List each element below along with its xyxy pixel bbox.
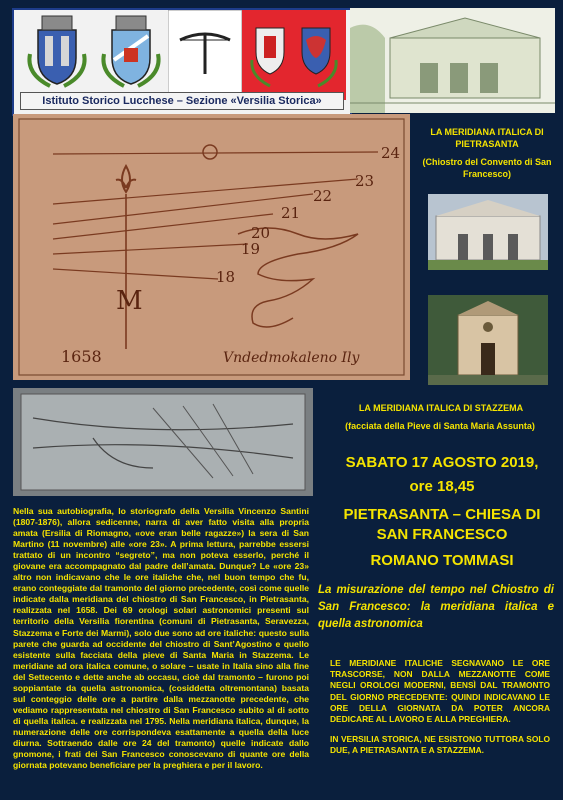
event-talk-title: La misurazione del tempo nel Chiostro di San Francesco: la meridiana italica e quella astronomica	[318, 584, 554, 630]
stazzema-sundial-image	[13, 388, 313, 496]
hour-label-22: 22	[313, 187, 333, 205]
crest-1-icon	[20, 14, 94, 90]
note-paragraph-1: LE MERIDIANE ITALICHE SEGNAVANO LE ORE TRASCORSE, NON DALLA MEZZANOTTE COME NEGLI OROLOGI MODERNI, BENSÌ DAL TRAMONTO DEL GIORNO PRECEDENTE: QUINDI INDICAVANO LE ORE DELLA GIORNATA DA POTER ANCORA DEDICARE AL LAVORO E ALLA PREGHIERA.	[330, 658, 550, 725]
hour-label-24: 24	[381, 144, 401, 162]
convent-sketch-image	[350, 8, 555, 113]
pietrasanta-title: LA MERIDIANA ITALICA DI PIETRASANTA	[430, 127, 544, 149]
hour-label-21: 21	[281, 204, 301, 222]
pietrasanta-caption: (Chiostro del Convento di San Francesco)	[422, 157, 552, 179]
red-banner-icon	[242, 10, 346, 100]
header-title: Istituto Storico Lucchese – Sezione «Versilia Storica»	[20, 92, 344, 110]
crest-2-icon	[94, 14, 168, 90]
event-speaker: ROMANO TOMMASI	[370, 552, 514, 569]
stazzema-caption: (facciata della Pieve di Santa Maria Assunta)	[345, 421, 535, 431]
stazzema-title: LA MERIDIANA ITALICA DI STAZZEMA	[358, 403, 524, 413]
note-paragraph-2: IN VERSILIA STORICA, NE ESISTONO TUTTORA SOLO DUE, A PIETRASANTA E A STAZZEMA.	[330, 734, 550, 756]
hour-label-23: 23	[355, 172, 375, 190]
event-time: ore 18,45	[409, 478, 475, 495]
body-paragraph: Nella sua autobiografia, lo storiografo della Versilia Vincenzo Santini (1807-1876), allora sedicenne, narra di aver fatto visita alla propria amata (Ersilia di Riomagno, «ove eran belle ragazze») la sera di San Martino (11 novembre) alle «ore 23». A prima lettura, parrebbe essersi trattato di un incontro “segreto”, ma non poteva esserlo, perché il giovane era accompagnato dal padre dell’amata. Dunque? Le «ore 23» altro non indicavano che le ore italiche che, nel buon tempo che fu, erano conteggiate dal tramonto del giorno precedente, così come quelle indicate dalla meridiana del chiostro di San Francesco, in Pietrasanta, realizzata nel 1658. Dei 69 orologi solari astronomici presenti sul territorio della Versilia fiorentina (comuni di Pietrasanta, Seravezza, Stazzema e Forte dei Marmi), solo due sono ad ore italiche: questo sulla parete che guarda ad occidente del chiostro di Sant’Agostino e quello esistente sulla facciata della pieve di Santa Maria in Stazzema. Le meridiane ad ora italica comune, o solare – usate in Italia sino alla fine del Settecento e dette anche ab occasu, cioè dal tramonto – furono poi soppiantate da quella astronomica, (cosiddetta oltremontana) basata sul conteggio delle ore a partire dalla mezzanotte precedente, che vediamo rappresentata nel chiostro di San Francesco subito al di sotto di quella italica. e realizzata nel 1795. Nella meridiana italica, dunque, la numerazione delle ore corrispondeva esattamente a quella della luce diurna. Sottraendo dalle ore 24 del tramonto) quelle indicate dallo gnomone, i frati dei San Francesco conoscevano di quante ore della giornata potevano beneficiare per la preghiera e per il lavoro.	[13, 506, 309, 771]
sundial-year: 1658	[61, 347, 102, 366]
sundial-letter-m: M	[116, 286, 143, 316]
hour-label-18: 18	[216, 268, 236, 286]
sundial-inscription: Vndedmokaleno Ily	[223, 350, 360, 366]
crossbow-banner-icon	[168, 10, 242, 100]
cloister-photo-image	[428, 194, 548, 270]
event-date: SABATO 17 AGOSTO 2019,	[345, 454, 539, 471]
pietrasanta-sundial-image	[13, 114, 410, 380]
event-place-line1: PIETRASANTA – CHIESA DI	[343, 506, 541, 523]
church-photo-image	[428, 295, 548, 385]
event-place-line2: SAN FRANCESCO	[376, 526, 508, 543]
hour-label-20: 20	[251, 224, 271, 242]
hour-label-19: 19	[241, 240, 261, 258]
